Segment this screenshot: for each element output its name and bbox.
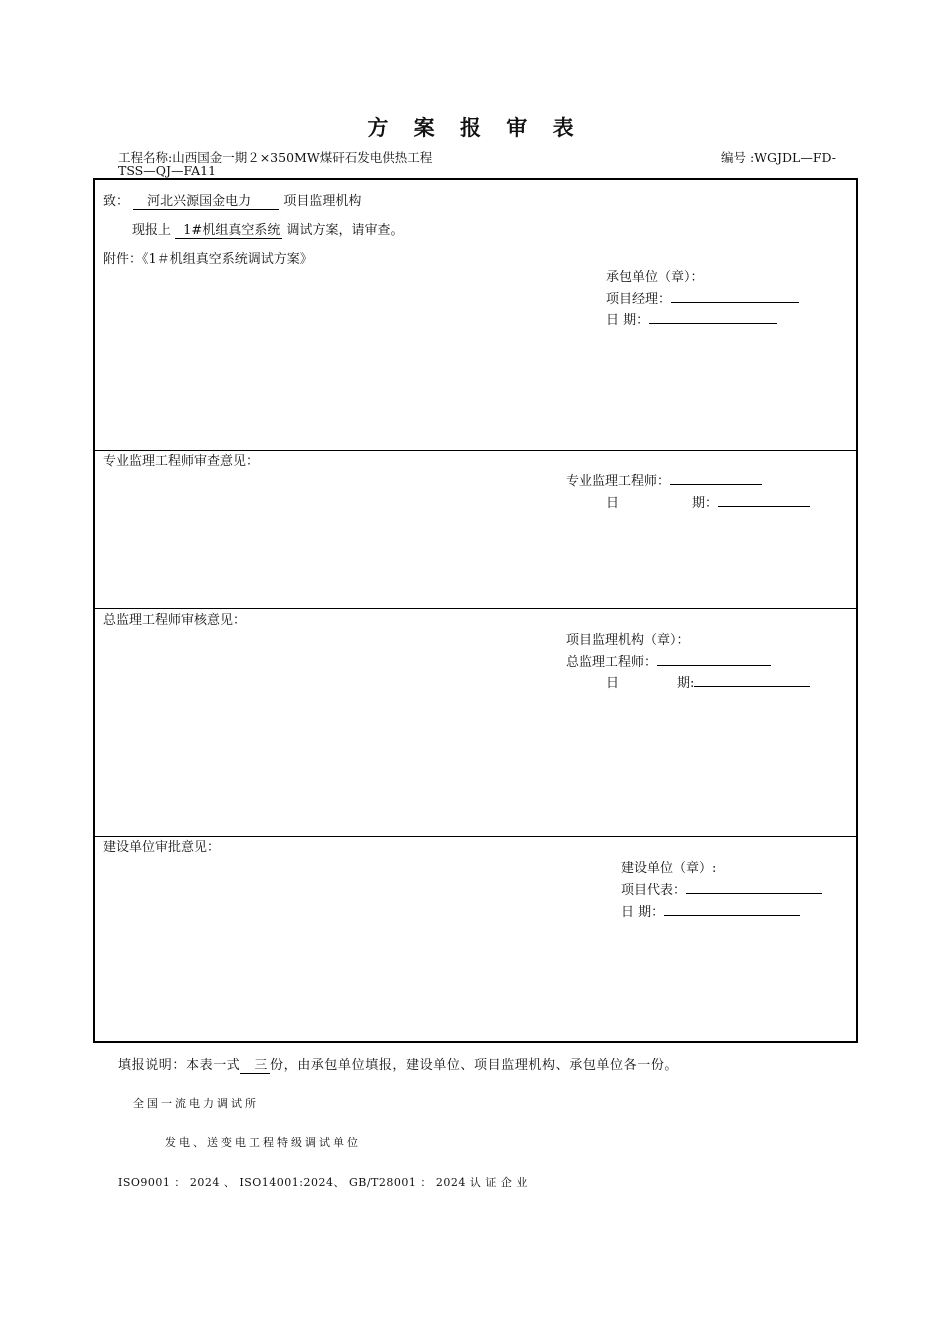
- contractor-date-field: 日 期：: [606, 309, 777, 328]
- owner-unit-seal-label: 建设单位（章）:: [621, 861, 717, 876]
- copies-count: 三: [240, 1054, 270, 1074]
- chief-review-heading: 总监理工程师审核意见：: [103, 613, 247, 628]
- project-manager-signature-line[interactable]: [671, 290, 799, 303]
- specialist-review-heading: 专业监理工程师审查意见：: [103, 454, 260, 469]
- owner-approval-heading: 建设单位审批意见：: [103, 840, 221, 855]
- certification-line: ISO9001 ： 2024 、 ISO14001:2024、 GB/T28001 ： 2024 认 证 企 业: [118, 1176, 528, 1189]
- attachment-line: 附件：《1＃机组真空系统调试方案》: [103, 252, 313, 267]
- specialist-date-line[interactable]: [718, 494, 810, 507]
- chief-engineer-signature-line[interactable]: [657, 653, 771, 666]
- chief-date-line[interactable]: [694, 674, 810, 687]
- filling-instructions: 填报说明：本表一式 三 份，由承包单位填报，建设单位、项目监理机构、承包单位各一份。: [118, 1054, 678, 1074]
- contractor-date-line[interactable]: [649, 311, 777, 324]
- specialist-date-left: 日: [606, 496, 620, 511]
- form-number: 编号 :WGJDL—FD-: [721, 150, 837, 165]
- owner-date-line[interactable]: [664, 903, 800, 916]
- contractor-seal-label: 承包单位（章）：: [606, 270, 704, 285]
- specialist-date-field: 期：: [692, 492, 810, 511]
- company-tagline-2: 发电、送变电工程特级调试单位: [165, 1136, 361, 1149]
- addressee-line: 致： 河北兴源国金电力 项目监理机构: [103, 190, 361, 210]
- specialist-engineer-signature-line[interactable]: [670, 472, 762, 485]
- chief-date-field: 期:: [677, 672, 810, 691]
- owner-representative-signature-line[interactable]: [686, 881, 822, 894]
- form-number-continued: TSS—QJ—FA11: [118, 163, 217, 178]
- specialist-engineer-field: 专业监理工程师：: [566, 470, 762, 489]
- page-title: 方 案 报 审 表: [367, 116, 583, 140]
- company-tagline-1: 全国一流电力调试所: [133, 1097, 259, 1110]
- project-name: 工程名称:山西国金一期２×350MW煤矸石发电供热工程: [118, 150, 433, 165]
- owner-representative-field: 项目代表：: [621, 879, 822, 898]
- report-line: 现报上 1#机组真空系统 调试方案，请审查。: [132, 219, 403, 239]
- report-subject: 1#机组真空系统: [175, 219, 282, 239]
- addressee-org: 河北兴源国金电力: [133, 190, 279, 210]
- chief-engineer-field: 总监理工程师：: [566, 651, 771, 670]
- chief-date-left: 日: [606, 676, 620, 691]
- form-table: [93, 178, 858, 1043]
- supervision-org-seal-label: 项目监理机构（章）：: [566, 633, 690, 648]
- owner-date-field: 日 期：: [621, 901, 800, 920]
- project-manager-field: 项目经理：: [606, 288, 799, 307]
